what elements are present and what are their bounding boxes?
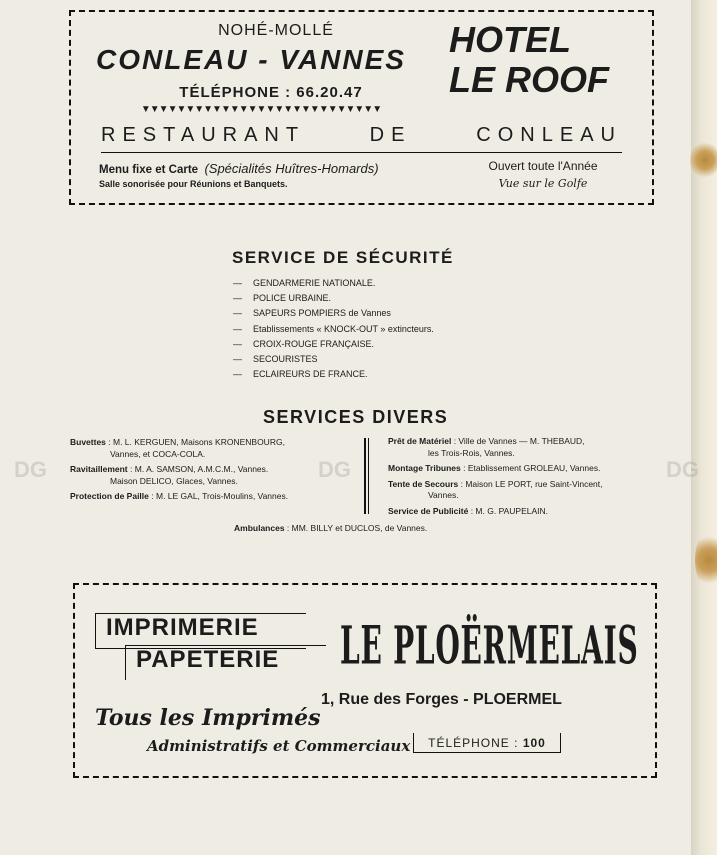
item-text: : MM. BILLY et DUCLOS, de Vannes. [286,523,428,533]
stain [690,140,717,180]
item-label: Protection de Paille [70,491,149,501]
restaurant-name: RESTAURANT DE CONLEAU [101,124,622,146]
item-text: Vannes. [428,490,459,500]
open-line: Ouvert toute l'Année [488,159,598,173]
item-text: : M. LE GAL, Trois-Moulins, Vannes. [151,491,289,501]
dash: — [233,369,242,380]
view-line: Vue sur le Golfe [498,177,588,190]
stain [695,530,717,590]
list-item [70,464,370,487]
item-text: GENDARMERIE NATIONALE. [253,278,376,288]
list-item [233,278,434,293]
item-label: Service de Publicité [388,505,469,516]
list-item [233,369,434,384]
hotel-name [449,20,609,100]
item-text: les Trois-Rois, Vannes. [428,447,515,458]
services-right-column [388,436,678,521]
item-text: : M. L. KERGUEN, Maisons KRONENBOURG, [108,437,285,447]
column-divider [368,438,369,514]
item-text: POLICE URBAINE. [253,293,332,304]
item-text: : M. G. PAUPELAIN. [470,505,549,516]
item-text: CROIX-ROUGE FRANÇAISE. [253,338,375,349]
printer-name: LE PLOËRMELAIS [340,615,639,678]
hotel-advert [69,10,654,205]
list-item [388,506,678,518]
rule [101,152,622,153]
watermark: DG [14,457,47,482]
papeterie-label: PAPETERIE [125,645,326,680]
decorative-divider: ▼▼▼▼▼▼▼▼▼▼▼▼▼▼▼▼▼▼▼▼▼▼▼▼▼▼▼ [140,104,382,115]
dash: — [233,338,242,349]
slogan-line2: Administratifs et Commerciaux [147,737,411,755]
item-text: : Ville de Vannes — M. THEBAUD, [453,436,585,446]
menu-line [99,161,379,176]
item-label: Ambulances [234,523,285,533]
services-left-column [70,437,370,507]
printer-address: 1, Rue des Forges - PLOERMEL [321,691,562,708]
hotel-name-line2: LE ROOF [449,59,609,100]
list-item [388,463,678,475]
services-title: SERVICES DIVERS [263,407,449,427]
item-label: Prêt de Matériel [388,436,452,446]
list-item [70,491,370,503]
item-label: Montage Tribunes [388,463,461,473]
dash: — [233,323,242,334]
list-item [233,324,434,339]
slogan-line1: Tous les Imprimés [95,705,321,731]
printer-advert [73,583,657,778]
item-text: ECLAIREURS DE FRANCE. [253,369,368,380]
list-item [70,437,370,460]
dash: — [233,293,242,304]
item-text: SAPEURS POMPIERS de Vannes [253,308,391,319]
watermark: DG [666,457,699,482]
specialites: (Spécialités Huîtres-Homards) [204,161,379,176]
column-divider [364,438,366,514]
item-label: Buvettes [70,437,106,447]
item-text: Maison DELICO, Glaces, Vannes. [110,475,238,486]
list-item [233,354,434,369]
item-text: SECOURISTES [253,353,318,364]
item-text: : Maison LE PORT, rue Saint-Vincent, [460,478,603,489]
imprimerie-label: IMPRIMERIE [95,613,306,649]
item-text: Vannes, et COCA-COLA. [110,448,206,459]
town-line: CONLEAU - VANNES [96,44,406,75]
page-edge [691,0,717,855]
phone-label: TÉLÉPHONE : [428,736,519,750]
list-item [233,308,434,323]
dash: — [233,278,242,288]
printer-phone [413,733,561,753]
security-list [233,278,434,384]
phone-line: TÉLÉPHONE : 66.20.47 [179,84,363,101]
list-item [388,436,678,459]
item-text: Etablissements « KNOCK-OUT » extincteurs. [253,323,434,334]
menu-label: Menu fixe et Carte [99,164,199,176]
item-label: Tente de Secours [388,478,459,489]
list-item [233,339,434,354]
item-label: Ravitaillement [70,464,128,474]
dash: — [233,308,242,319]
phone-number: 100 [522,736,546,750]
security-title: SERVICE DE SÉCURITÉ [232,248,454,267]
salle-line: Salle sonorisée pour Réunions et Banquets. [99,179,288,189]
location-line: NOHÉ-MOLLÉ [218,22,334,39]
hotel-name-line1: HOTEL [449,19,571,60]
watermark: DG [318,457,351,482]
dash: — [233,353,242,364]
item-text: : M. A. SAMSON, A.M.C.M., Vannes. [130,464,269,474]
list-item [233,293,434,308]
list-item [388,479,678,502]
item-text: : Etablissement GROLEAU, Vannes. [463,463,601,473]
ambulances-line [234,523,427,533]
